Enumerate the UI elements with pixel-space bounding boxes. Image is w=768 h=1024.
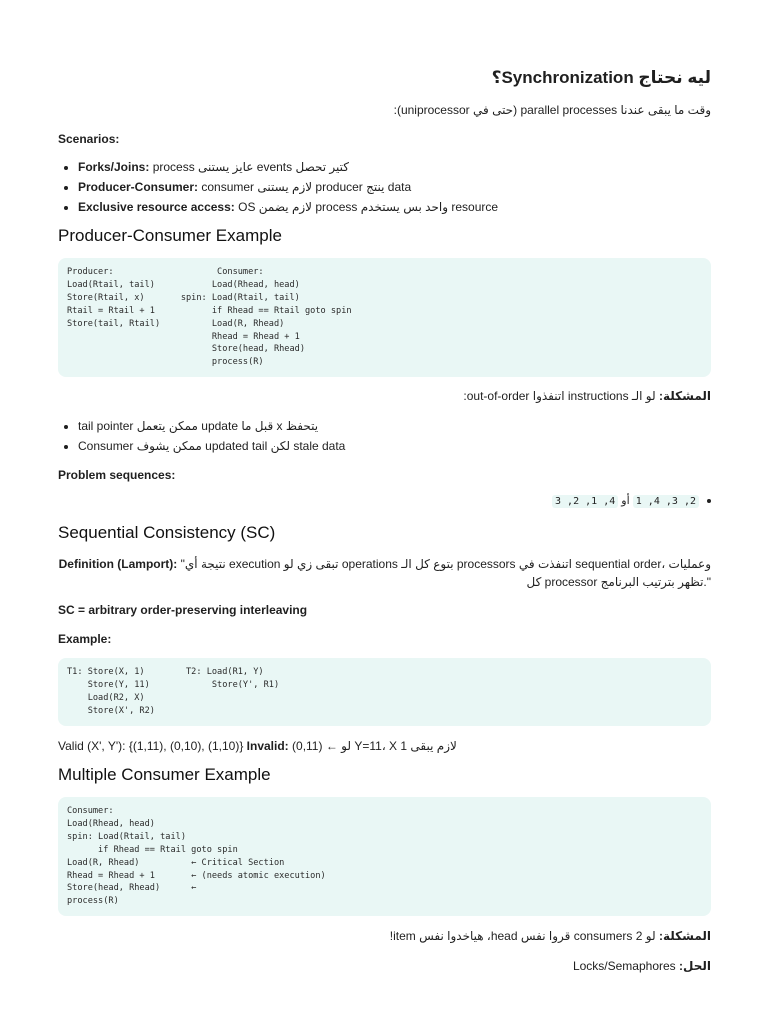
sc-statement: SC = arbitrary order-preserving interleaving	[58, 603, 308, 617]
problem2-text: المشكلة: لو 2 consumers قروا نفس head، هياخدوا نفس item!	[389, 929, 711, 943]
problem1-list	[58, 416, 731, 456]
list-item: • tail pointer ممكن يتعمل update قبل ما x يتحفظ	[78, 416, 731, 436]
heading-sequential-consistency: Sequential Consistency (SC)	[58, 523, 276, 542]
list-item: • Exclusive resource access: OS لازم يضمن process واحد بس يستخدم resource	[78, 197, 498, 217]
bullet-dot	[707, 499, 711, 503]
scenarios-list	[58, 157, 498, 217]
scenarios-label: Scenarios:	[58, 132, 120, 146]
problem1-text: المشكلة: لو الـ instructions اتنفذوا out-of-order:	[463, 389, 711, 403]
code-block-multiple-consumer: Consumer: Load(Rhead, head) spin: Load(Rtail, tail) if Rhead == Rtail goto spin Load(R, Rhead) ← Critical Section Rhead = Rhead + 1 ← (needs atomic execution) Store(head, Rhead) ← process(R)	[58, 797, 711, 916]
heading-producer-consumer: Producer-Consumer Example	[58, 226, 282, 245]
solution-text: الحل: Locks/Semaphores	[572, 959, 711, 973]
definition-text: Definition (Lamport): "نتيجة أي execution تبقى زي لو operations بتوع كل الـ processors اتنفذت في sequential order، وعمليات كل processor تظهر بترتيب البرنامج."	[58, 557, 711, 589]
intro-text: وقت ما يبقى عندنا parallel processes (حتى في uniprocessor):	[393, 103, 711, 117]
sequence-a: 2, 3, 4, 1	[633, 495, 699, 508]
code-block-sc-example: T1: Store(X, 1) T2: Load(R1, Y) Store(Y, 11) Store(Y', R1) Load(R2, X) Store(X', R2)	[58, 658, 711, 726]
problem-sequences: 2, 3, 4, 1 أو 4, 1, 2, 3	[552, 494, 711, 507]
heading-multiple-consumer: Multiple Consumer Example	[58, 765, 271, 784]
list-item: • Producer-Consumer: consumer لازم يستنى producer ينتج data	[78, 177, 498, 197]
heading-why-sync: ليه نحتاج Synchronization؟	[491, 68, 711, 87]
sequence-b: 4, 1, 2, 3	[552, 495, 618, 508]
problem-sequences-label: Problem sequences:	[58, 468, 176, 482]
list-item: • Forks/Joins: process عايز يستنى events كتير تحصل	[78, 157, 498, 177]
list-item: • Consumer ممكن يشوف updated tail لكن stale data	[78, 436, 731, 456]
code-block-producer-consumer: Producer: Consumer: Load(Rtail, tail) Load(Rhead, head) Store(Rtail, x) spin: Load(Rtail, tail) Rtail = Rtail + 1 if Rhead == Rtail goto spin Store(tail, Rtail) Load(R, Rhead) Rhead = Rhead + 1 Store(head, Rhead) process(R)	[58, 258, 711, 377]
valid-invalid-text: Valid (X', Y'): {(1,11), (0,10), (1,10)} Invalid: (0,11) ← لو Y=11، X لازم يبقى 1	[58, 739, 457, 753]
example-label: Example:	[58, 632, 112, 646]
